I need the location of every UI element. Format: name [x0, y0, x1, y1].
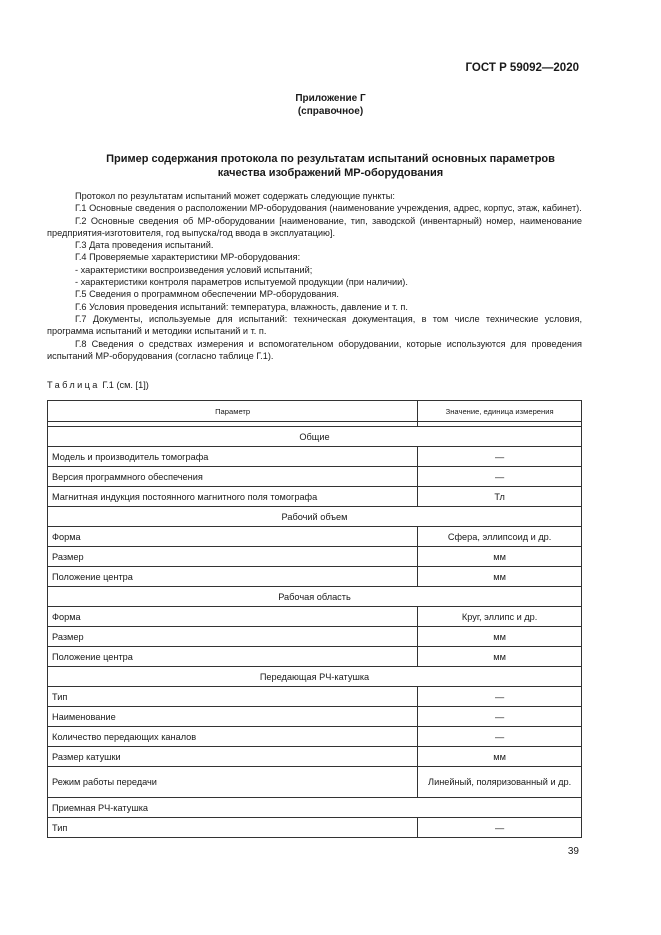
param-cell: Форма: [48, 527, 418, 547]
paragraph: Г.2 Основные сведения об МР-оборудовании [наименование, тип, заводской (инвентарный) номер, наименование предприятия-изготовителя, год выпуска/год ввода в эксплуатацию].: [47, 215, 582, 238]
parameters-table: [47, 400, 582, 838]
group-title: Передающая РЧ-катушка: [48, 667, 582, 687]
value-cell: мм: [418, 547, 582, 567]
table-row: [48, 607, 582, 627]
paragraph: Г.7 Документы, используемые для испытаний: техническая документация, в том числе технические условия, программа испытаний и методики испытаний и т. п.: [47, 313, 582, 337]
table-header-row: [48, 401, 582, 422]
group-title: Общие: [48, 427, 582, 447]
param-cell: Размер: [48, 627, 418, 647]
group-title: Рабочая область: [48, 587, 582, 607]
table-row: [48, 547, 582, 567]
param-cell: Режим работы передачи: [48, 767, 418, 798]
table-caption-word: Таблица: [47, 380, 100, 390]
header-parameter: Параметр: [48, 401, 418, 422]
protocol-items: [47, 190, 582, 362]
header-value: Значение, единица измерения: [418, 401, 582, 422]
value-cell: Тл: [418, 487, 582, 507]
table-row: [48, 487, 582, 507]
param-cell: Положение центра: [48, 647, 418, 667]
param-cell: Магнитная индукция постоянного магнитного поля томографа: [48, 487, 418, 507]
param-cell: Количество передающих каналов: [48, 727, 418, 747]
standard-number: ГОСТ Р 59092—2020: [465, 62, 579, 74]
value-cell: Сфера, эллипсоид и др.: [418, 527, 582, 547]
paragraph: Г.3 Дата проведения испытаний.: [75, 240, 214, 251]
param-cell: Размер: [48, 547, 418, 567]
group-row: [48, 427, 582, 447]
table-row: [48, 767, 582, 798]
value-cell: мм: [418, 747, 582, 767]
table-row: [48, 747, 582, 767]
table-row: [48, 707, 582, 727]
param-cell: Версия программного обеспечения: [48, 467, 418, 487]
document-title: [0, 152, 661, 180]
table-row: [48, 447, 582, 467]
value-cell: —: [418, 727, 582, 747]
table-row: [48, 818, 582, 838]
paragraph: Г.6 Условия проведения испытаний: температура, влажность, давление и т. п.: [75, 301, 408, 312]
group-title: Рабочий объем: [48, 507, 582, 527]
paragraph: Г.5 Сведения о программном обеспечении МР-оборудования.: [75, 289, 339, 300]
group-row: [48, 587, 582, 607]
group-row: [48, 798, 582, 818]
table-row: [48, 567, 582, 587]
table-caption: [47, 380, 149, 390]
param-cell: Тип: [48, 818, 418, 838]
value-cell: мм: [418, 647, 582, 667]
annex-title: Приложение Г: [295, 93, 366, 104]
group-title: Приемная РЧ-катушка: [48, 798, 582, 818]
value-cell: Круг, эллипс и др.: [418, 607, 582, 627]
table-row: [48, 467, 582, 487]
list-item: - характеристики контроля параметров испытуемой продукции (при наличии).: [75, 277, 408, 288]
paragraph: Протокол по результатам испытаний может содержать следующие пункты:: [75, 191, 395, 201]
table-row: [48, 647, 582, 667]
annex-subtitle: (справочное): [297, 106, 364, 117]
group-row: [48, 667, 582, 687]
title-line-1: Пример содержания протокола по результатам испытаний основных параметров: [106, 153, 555, 165]
value-cell: —: [418, 447, 582, 467]
table-row: [48, 687, 582, 707]
value-cell: —: [418, 467, 582, 487]
group-row: [48, 507, 582, 527]
value-cell: —: [418, 707, 582, 727]
list-item: - характеристики воспроизведения условий испытаний;: [75, 264, 313, 275]
table-caption-ref: Г.1 (см. [1]): [102, 380, 149, 390]
page-number: 39: [567, 846, 579, 857]
value-cell: мм: [418, 627, 582, 647]
value-cell: —: [418, 687, 582, 707]
param-cell: Форма: [48, 607, 418, 627]
table-row: [48, 727, 582, 747]
table-row: [48, 527, 582, 547]
param-cell: Наименование: [48, 707, 418, 727]
paragraph: Г.1 Основные сведения о расположении МР-оборудования (наименование учреждения, адрес, корпус, этаж, кабинет).: [75, 203, 582, 214]
param-cell: Модель и производитель томографа: [48, 447, 418, 467]
value-cell: Линейный, поляризованный и др.: [418, 767, 582, 798]
paragraph: Г.4 Проверяемые характеристики МР-оборудования:: [75, 252, 301, 263]
annex-heading: [0, 92, 661, 118]
value-cell: мм: [418, 567, 582, 587]
table-row: [48, 627, 582, 647]
title-line-2: качества изображений МР-оборудования: [217, 167, 444, 179]
param-cell: Положение центра: [48, 567, 418, 587]
param-cell: Тип: [48, 687, 418, 707]
value-cell: —: [418, 818, 582, 838]
param-cell: Размер катушки: [48, 747, 418, 767]
paragraph: Г.8 Сведения о средствах измерения и вспомогательном оборудовании, которые используются для проведения испытаний МР-оборудования (согласно таблице Г.1).: [47, 338, 582, 361]
